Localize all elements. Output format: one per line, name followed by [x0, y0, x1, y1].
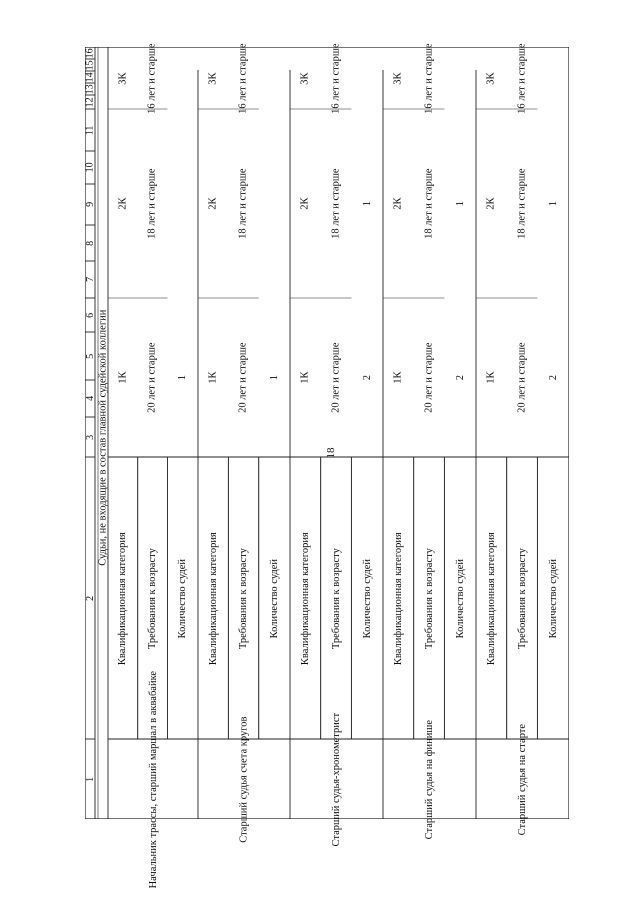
role-name-3: Старший судья-хронометрист: [330, 712, 342, 846]
age-2: 18 лет и старше: [237, 168, 249, 239]
column-number-3: 3: [84, 434, 96, 440]
count-2: 1: [454, 201, 466, 207]
category-2: 2К: [392, 197, 404, 210]
category-3: 3К: [117, 72, 129, 85]
column-number-10: 10: [84, 162, 96, 173]
column-number-4: 4: [84, 395, 96, 401]
label-category: Квалификационная категория: [392, 531, 404, 665]
age-3: 16 лет и старше: [237, 42, 249, 114]
label-count: Количество судей: [547, 558, 559, 638]
page-number: 18: [325, 447, 337, 459]
category-2: 2К: [485, 197, 497, 210]
role-name-4: Старший судья счета кругов: [238, 716, 250, 843]
category-3: 3К: [299, 72, 311, 85]
category-3: 3К: [207, 72, 219, 85]
requirements-table: [84, 42, 569, 888]
category-2: 2К: [299, 197, 311, 210]
column-number-13: 13: [84, 83, 96, 94]
age-1: 20 лет и старше: [516, 342, 528, 413]
age-1: 20 лет и старше: [237, 342, 249, 413]
role-name-1: Старший судья на старте: [517, 723, 529, 835]
label-category: Квалификационная категория: [485, 531, 497, 665]
label-age: Требования к возрасту: [330, 547, 342, 649]
category-3: 3К: [392, 72, 404, 85]
label-count: Количество судей: [177, 558, 189, 638]
category-1: 1К: [299, 371, 311, 384]
count-2: 1: [361, 201, 373, 207]
age-3: 16 лет и старше: [423, 42, 435, 114]
label-count: Количество судей: [268, 558, 280, 638]
age-2: 18 лет и старше: [330, 168, 342, 239]
label-count: Количество судей: [454, 558, 466, 638]
column-number-9: 9: [84, 201, 96, 207]
column-number-15: 15: [84, 59, 96, 70]
section-header: Судьи, не входящие в состав главной судейской коллегии: [97, 309, 109, 566]
age-1: 20 лет и старше: [330, 342, 342, 413]
count-2: 1: [547, 201, 559, 207]
category-1: 1К: [392, 371, 404, 384]
label-age: Требования к возрасту: [516, 547, 528, 649]
column-number-7: 7: [84, 276, 96, 282]
column-number-16: 16: [84, 47, 96, 58]
age-2: 18 лет и старше: [146, 168, 158, 239]
column-number-14: 14: [84, 71, 96, 82]
category-3: 3К: [485, 72, 497, 85]
category-1: 1К: [485, 371, 497, 384]
age-1: 20 лет и старше: [423, 342, 435, 413]
label-category: Квалификационная категория: [117, 531, 129, 665]
age-3: 16 лет и старше: [330, 42, 342, 114]
age-2: 18 лет и старше: [423, 168, 435, 239]
column-number-11: 11: [84, 125, 96, 135]
label-category: Квалификационная категория: [299, 531, 311, 665]
label-age: Требования к возрасту: [146, 547, 158, 649]
column-number-2: 2: [84, 595, 96, 601]
count-1: 2: [361, 375, 373, 381]
label-category: Квалификационная категория: [207, 531, 219, 665]
age-1: 20 лет и старше: [146, 342, 158, 413]
count-1: 1: [268, 375, 280, 381]
column-number-5: 5: [84, 353, 96, 359]
column-number-6: 6: [84, 312, 96, 318]
role-name-2: Старший судья на финише: [424, 719, 436, 839]
column-number-1: 1: [84, 776, 96, 782]
count-1: 1: [177, 375, 189, 381]
label-count: Количество судей: [361, 558, 373, 638]
category-1: 1К: [117, 371, 129, 384]
age-2: 18 лет и старше: [516, 168, 528, 239]
count-1: 2: [454, 375, 466, 381]
column-number-12: 12: [84, 96, 96, 107]
category-2: 2К: [207, 197, 219, 210]
label-age: Требования к возрасту: [423, 547, 435, 649]
category-1: 1К: [207, 371, 219, 384]
role-name-5: Начальник трассы, старший маршал в аквабайке: [147, 670, 159, 888]
age-3: 16 лет и старше: [146, 42, 158, 114]
age-3: 16 лет и старше: [516, 42, 528, 114]
category-2: 2К: [117, 197, 129, 210]
count-1: 2: [547, 375, 559, 381]
label-age: Требования к возрасту: [237, 547, 249, 649]
column-number-8: 8: [84, 240, 96, 246]
